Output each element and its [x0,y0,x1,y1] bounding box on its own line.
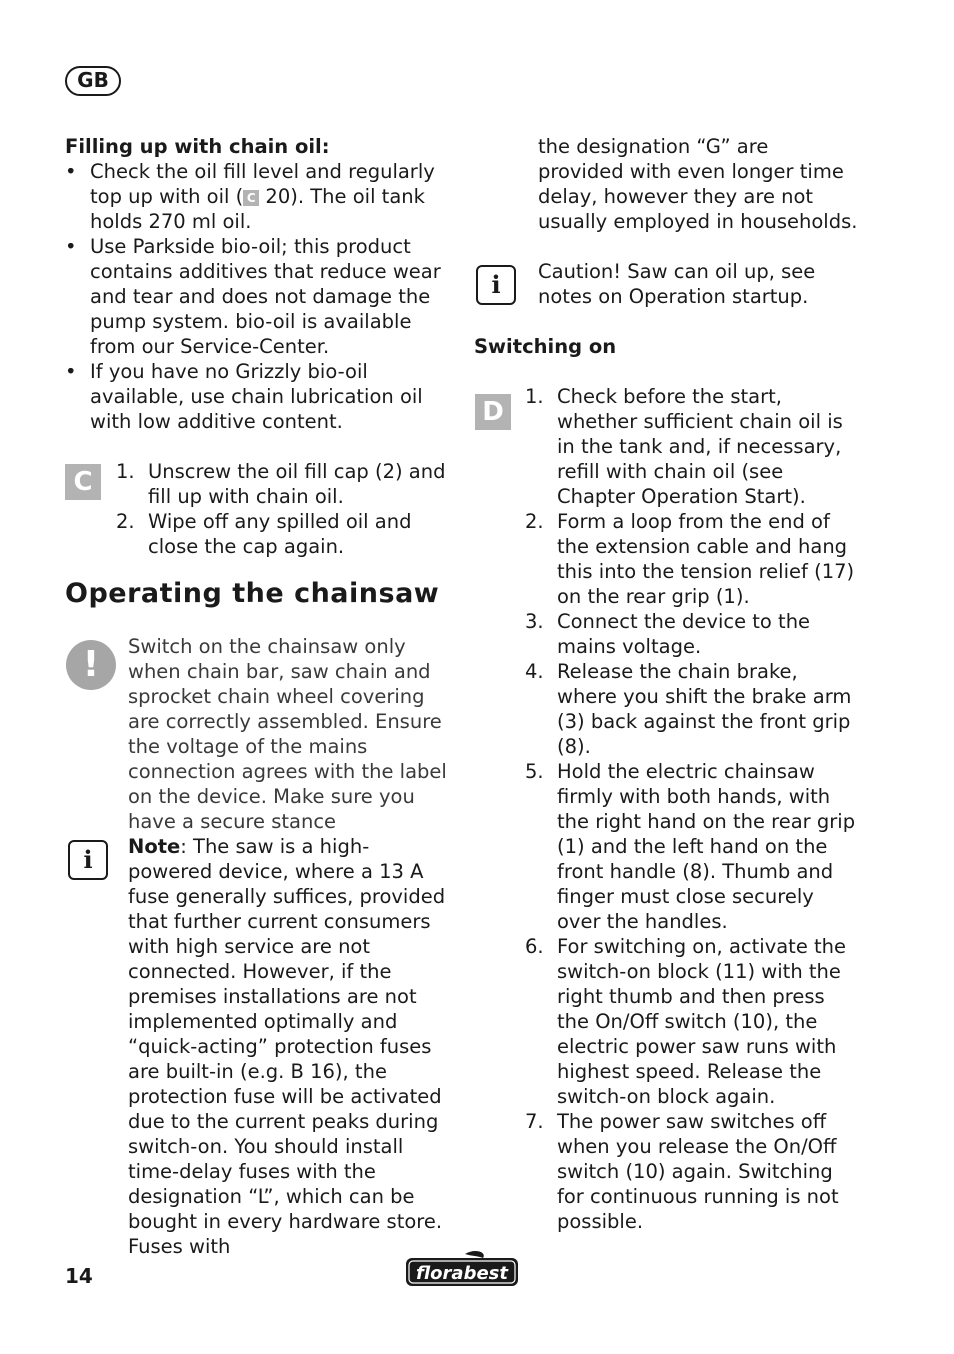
figure-c-icon: C [65,464,101,500]
list-item: 7. The power saw switches off when you release the On/Off switch (10) again. Switching for continuous running is not possible. [525,1110,839,1233]
filling-heading: Filling up with chain oil: [65,135,330,158]
list-item: 5. Hold the electric chainsaw firmly with both hands, with the right hand on the rear grip (1) and the left hand on the front handle (8). Thumb and finger must close securely over the handles. [525,760,856,933]
page-number: 14 [65,1264,93,1288]
filling-bullet-list [65,159,450,434]
list-item: 4. Release the chain brake, where you shift the brake arm (3) back against the front grip (8). [525,660,852,758]
section-title: Operating the chainsaw [65,578,440,609]
info-icon: i [68,840,108,880]
exclamation-icon: ! [66,640,116,690]
list-item: • If you have no Grizzly bio-oil available, use chain lubrication oil with low additive content. [65,359,450,434]
language-badge: GB [65,66,121,96]
list-item: 3. Connect the device to the mains voltage. [525,610,811,658]
info-icon: i [476,265,516,305]
figure-badge-icon: C [243,190,259,206]
list-item: • Use Parkside bio-oil; this product contains additives that reduce wear and tear and does not damage the pump system. bio-oil is available from our Service-Center. [65,234,450,359]
list-item: 2. Form a loop from the end of the extension cable and hang this into the tension relief (17) on the rear grip (1). [525,510,855,608]
caution-text: Caution! Saw can oil up, see notes on Operation startup. [538,260,816,308]
switching-heading: Switching on [474,335,617,358]
florabest-logo [405,1250,519,1288]
list-item: 1. Unscrew the oil fill cap (2) and fill up with chain oil. [116,460,446,508]
switching-steps [525,384,859,1234]
warning-text: Switch on the chainsaw only when chain bar, saw chain and sprocket chain wheel covering are correctly assembled. Ensure the voltage of the mains connection agrees with the label on the device. Make sure you have a secure stance [128,635,447,833]
list-item: • Check the oil fill level and regularly top up with oil ( C 20). The oil tank holds 270 ml oil. [65,159,450,234]
note-paragraph: Note: The saw is a high-powered device, where a 13 A fuse generally suffices, provided that further current consumers with high service are not connected. However, if the premises installations are not implemented optimally and “quick-acting” protection fuses are built-in (e.g. B 16), the protection fuse will be activated due to the current peaks during switch-on. You should install time-delay fuses with the designation “L”, which can be bought in every hardware store. Fuses with [128,835,446,1258]
logo-text: florabest [416,1263,508,1284]
list-item: 6. For switching on, activate the switch-on block (11) with the right thumb and then press the On/Off switch (10), the electric power saw runs with highest speed. Release the switch-on block again. [525,935,847,1108]
note-label: Note [128,835,181,858]
figure-d-icon: D [475,394,511,430]
list-item: 1. Check before the start, whether sufficient chain oil is in the tank and, if necessary, refill with chain oil (see Chapter Operation Start). [525,385,843,508]
filling-steps [116,459,451,559]
continuation-text: the designation “G” are provided with even longer time delay, however they are not usually employed in households. [538,135,858,233]
list-item: 2. Wipe off any spilled oil and close the cap again. [116,510,412,558]
